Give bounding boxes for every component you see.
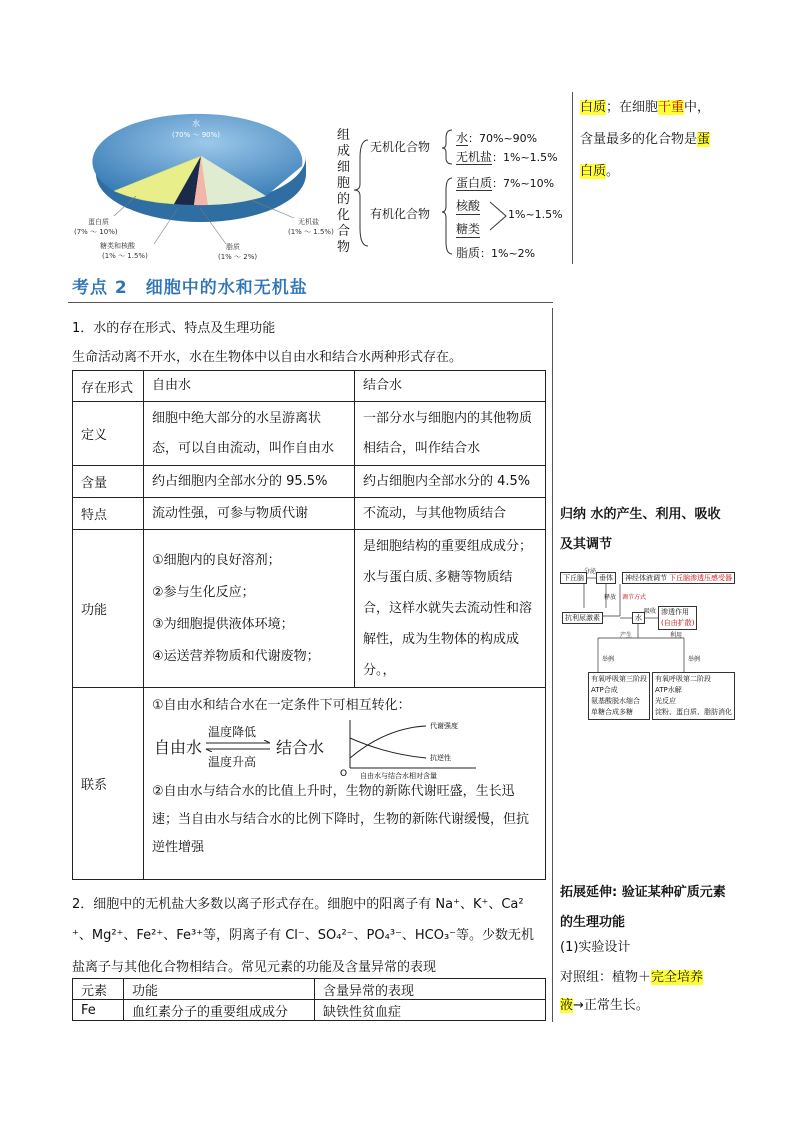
salts-line-3: 盐离子与其他化合物相结合。常见元素的功能及含量异常的表现 (72, 960, 437, 975)
side-note-mineral-title: 拓展延伸: 验证某种矿质元素的生理功能 (560, 885, 726, 930)
top-note-f: 蛋 (697, 132, 711, 147)
nucleic-name: 核酸 (456, 199, 481, 213)
side-note-design: (1)实验设计 (560, 940, 631, 955)
salt-pct: ：1%~1.5% (492, 151, 558, 164)
table-cell: 定义 (73, 402, 144, 466)
composition-root-label: 组成细胞的化合物 (337, 128, 351, 255)
pie-pct-salt: (1% ～ 1.5%) (288, 228, 334, 236)
water-name: 水 (456, 131, 469, 145)
flow-adh: 抗利尿激素 (562, 612, 603, 624)
flow-nerve-regulation (622, 572, 735, 584)
table-header-cell: 功能 (124, 979, 315, 1000)
side-note-control-a: 对照组：植物＋ (560, 970, 652, 985)
protein-pct: ：7%~10% (492, 177, 555, 190)
water-forms-table (72, 370, 546, 880)
table-cell: 缺铁性贫血症 (315, 1000, 546, 1021)
intro-text: 生命活动离不开水，水在生物体中以自由水和结合水两种形式存在。 (72, 350, 463, 365)
table-row (73, 402, 546, 466)
conv-temp-up: 温度升高 (208, 755, 257, 769)
flow-produce-item: 氨基酸脱水缩合 (591, 697, 640, 705)
flow-adjust: 调节方式 (622, 594, 647, 601)
section-rule (68, 302, 553, 303)
table-cell: 一部分水与细胞内的其他物质相结合，叫作结合水 (355, 402, 546, 466)
flow-example-right: 举例 (688, 656, 701, 663)
protein-item (456, 174, 554, 191)
table-row (73, 530, 546, 688)
salts-line-1: 2．细胞中的无机盐大多数以离子形式存在。细胞中的阳离子有 Na⁺、K⁺、Ca² (72, 897, 524, 912)
flow-produce-item: 有氧呼吸第三阶段 (591, 675, 647, 683)
inorganic-label: 无机化合物 (370, 140, 431, 154)
top-note-e: 含量最多的化合物是 (580, 132, 698, 147)
protein-name: 蛋白质 (456, 176, 493, 190)
free-water-function: ②参与生化反应； (152, 584, 255, 600)
composition-pie-chart (66, 96, 336, 264)
flow-water: 水 (632, 612, 645, 624)
flow-center: 下丘脑渗透压感受器 (669, 574, 732, 582)
element-function-table (72, 978, 546, 1021)
flow-use-item: ATP水解 (655, 686, 682, 694)
pie-pct-protein: (7% ～ 10%) (74, 228, 118, 236)
lipid-pct: ：1%~2% (480, 247, 536, 260)
lipid-name: 脂质 (456, 246, 481, 260)
top-note-a: 白质 (580, 100, 607, 115)
side-note-control-d: →正常生长。 (573, 998, 649, 1013)
table-cell (144, 530, 355, 688)
water-pct: ：70%~90% (468, 132, 538, 145)
graph-x-label: 自由水与结合水相对含量 (360, 772, 437, 780)
flow-use: 利用 (670, 632, 683, 639)
section-title (72, 273, 308, 298)
intro-heading: 1．水的存在形式、特点及生理功能 (72, 321, 276, 336)
table-row (73, 979, 546, 1000)
pie-label-protein: 蛋白质 (88, 218, 109, 226)
free-water-function: ④运送营养物质和代谢废物； (152, 648, 320, 664)
flow-use-item: 淀粉、蛋白质、脂肪消化 (655, 708, 732, 716)
flow-use-item: 有氧呼吸第二阶段 (655, 675, 711, 683)
table-cell: 流动性强，可参与物质代谢 (144, 498, 355, 530)
table-cell: 特点 (73, 498, 144, 530)
table-row (73, 371, 546, 402)
water-ratio-graph (336, 718, 486, 780)
flow-produce: 产生 (620, 632, 633, 639)
flow-produce-item: 单糖合成多糖 (591, 708, 633, 716)
lipid-item (456, 244, 535, 261)
salt-name: 无机盐 (456, 150, 493, 164)
nucleic-sugar-brace (488, 200, 510, 234)
table-cell: 血红素分子的重要组成成分 (124, 1000, 315, 1021)
table-row (73, 498, 546, 530)
nucleic-sugar-pct: 1%~1.5% (508, 208, 563, 221)
pie-pct-lipid: (1% ～ 2%) (218, 253, 258, 261)
flow-release: 释放 (604, 594, 617, 601)
pie-pct-water: (70% ～ 90%) (171, 131, 221, 139)
table-header-cell: 结合水 (355, 371, 546, 402)
water-regulation-diagram (560, 568, 732, 744)
table-row (73, 688, 546, 880)
pie-pct-nucleic: (1% ～ 1.5%) (102, 252, 148, 260)
table-cell (144, 688, 546, 880)
table-row (73, 1000, 546, 1021)
conversion-row (152, 720, 537, 778)
flow-nerve-text: 神经体液调节 (625, 574, 667, 582)
table-cell: 含量 (73, 466, 144, 498)
flow-osmosis-text: 渗透作用 (661, 608, 689, 616)
conv-temp-down: 温度降低 (208, 725, 257, 739)
pie-label-salt: 无机盐 (298, 218, 319, 226)
table-header-cell: 存在形式 (73, 371, 144, 402)
top-note-g: 白质 (580, 164, 607, 179)
top-note (580, 92, 740, 188)
table-cell: 约占细胞内全部水分的 95.5% (144, 466, 355, 498)
table-cell: 约占细胞内全部水分的 4.5% (355, 466, 546, 498)
pie-label-water: 水 (192, 119, 200, 128)
flow-example-left: 举例 (602, 656, 615, 663)
table-cell: 功能 (73, 530, 144, 688)
side-note-water-title: 归纳 水的产生、利用、吸收及其调节 (560, 507, 721, 552)
table-cell: 是细胞结构的重要组成成分；水与蛋白质､多糖等物质结合，这样水就失去流动性和溶解性，成为生物体的构成成分。， (355, 530, 546, 688)
conv-free-water: 自由水 (154, 738, 203, 757)
table-cell: 不流动，与其他物质结合 (355, 498, 546, 530)
side-note-control (560, 964, 736, 1020)
table-header-cell: 含量异常的表现 (315, 979, 546, 1000)
free-water-function: ③为细胞提供液体环境； (152, 616, 294, 632)
water-item (456, 129, 537, 146)
flow-use-list (652, 672, 735, 720)
pie-label-nucleic: 糖类和核酸 (100, 242, 135, 250)
top-note-c: 干重 (658, 100, 685, 115)
flow-produce-list (588, 672, 650, 720)
table-header-cell: 自由水 (144, 371, 355, 402)
flow-use-item: 光反应 (655, 697, 676, 705)
top-note-h: 。 (606, 164, 620, 179)
salt-item (456, 148, 558, 165)
graph-resistance-label: 抗逆性 (430, 754, 451, 762)
top-note-divider (572, 92, 573, 264)
table-row (73, 466, 546, 498)
link-text-2: ②自由水与结合水的比值上升时，生物的新陈代谢旺盛，生长迅速；当自由水与结合水的比例下降时，生物的新陈代谢缓慢，但抗逆性增强 (152, 784, 530, 855)
table-cell: 细胞中绝大部分的水呈游离状态，可以自由流动，叫作自由水 (144, 402, 355, 466)
flow-secrete: 分泌 (584, 568, 597, 575)
flow-pituitary: 垂体 (596, 572, 616, 584)
flow-produce-item: ATP合成 (591, 686, 618, 694)
sugar-name: 糖类 (456, 222, 481, 236)
flow-hypothalamus: 下丘脑 (560, 572, 587, 584)
section-name: 细胞中的水和无机盐 (145, 278, 308, 298)
side-note-control-c: 液 (560, 998, 574, 1013)
graph-origin: O (340, 769, 348, 779)
table-cell: Fe (73, 1000, 124, 1021)
free-water-function: ①细胞内的良好溶剂； (152, 552, 281, 568)
organic-label: 有机化合物 (370, 207, 431, 221)
conv-bound-water: 结合水 (276, 738, 325, 757)
side-note-control-b: 完全培养 (651, 970, 704, 985)
main-divider (552, 308, 553, 1022)
pie-label-lipid: 脂质 (226, 243, 240, 251)
salts-line-2: ⁺、Mg²⁺、Fe²⁺、Fe³⁺等，阴离子有 Cl⁻、SO₄²⁻、PO₄³⁻、HCO₃⁻等。少数无机 (72, 928, 535, 943)
top-note-b: ；在细胞 (606, 100, 659, 115)
flow-free-diffusion: (自由扩散) (661, 619, 695, 627)
top-note-d: 中， (684, 100, 711, 115)
flow-osmosis (658, 606, 697, 630)
graph-metabolism-label: 代谢强度 (430, 722, 458, 730)
link-text-1: ①自由水和结合水在一定条件下可相互转化： (152, 698, 411, 713)
table-cell: 联系 (73, 688, 144, 880)
flow-absorb: 吸收 (644, 608, 657, 615)
table-header-cell: 元素 (73, 979, 124, 1000)
section-number: 考点 2 (72, 278, 128, 298)
